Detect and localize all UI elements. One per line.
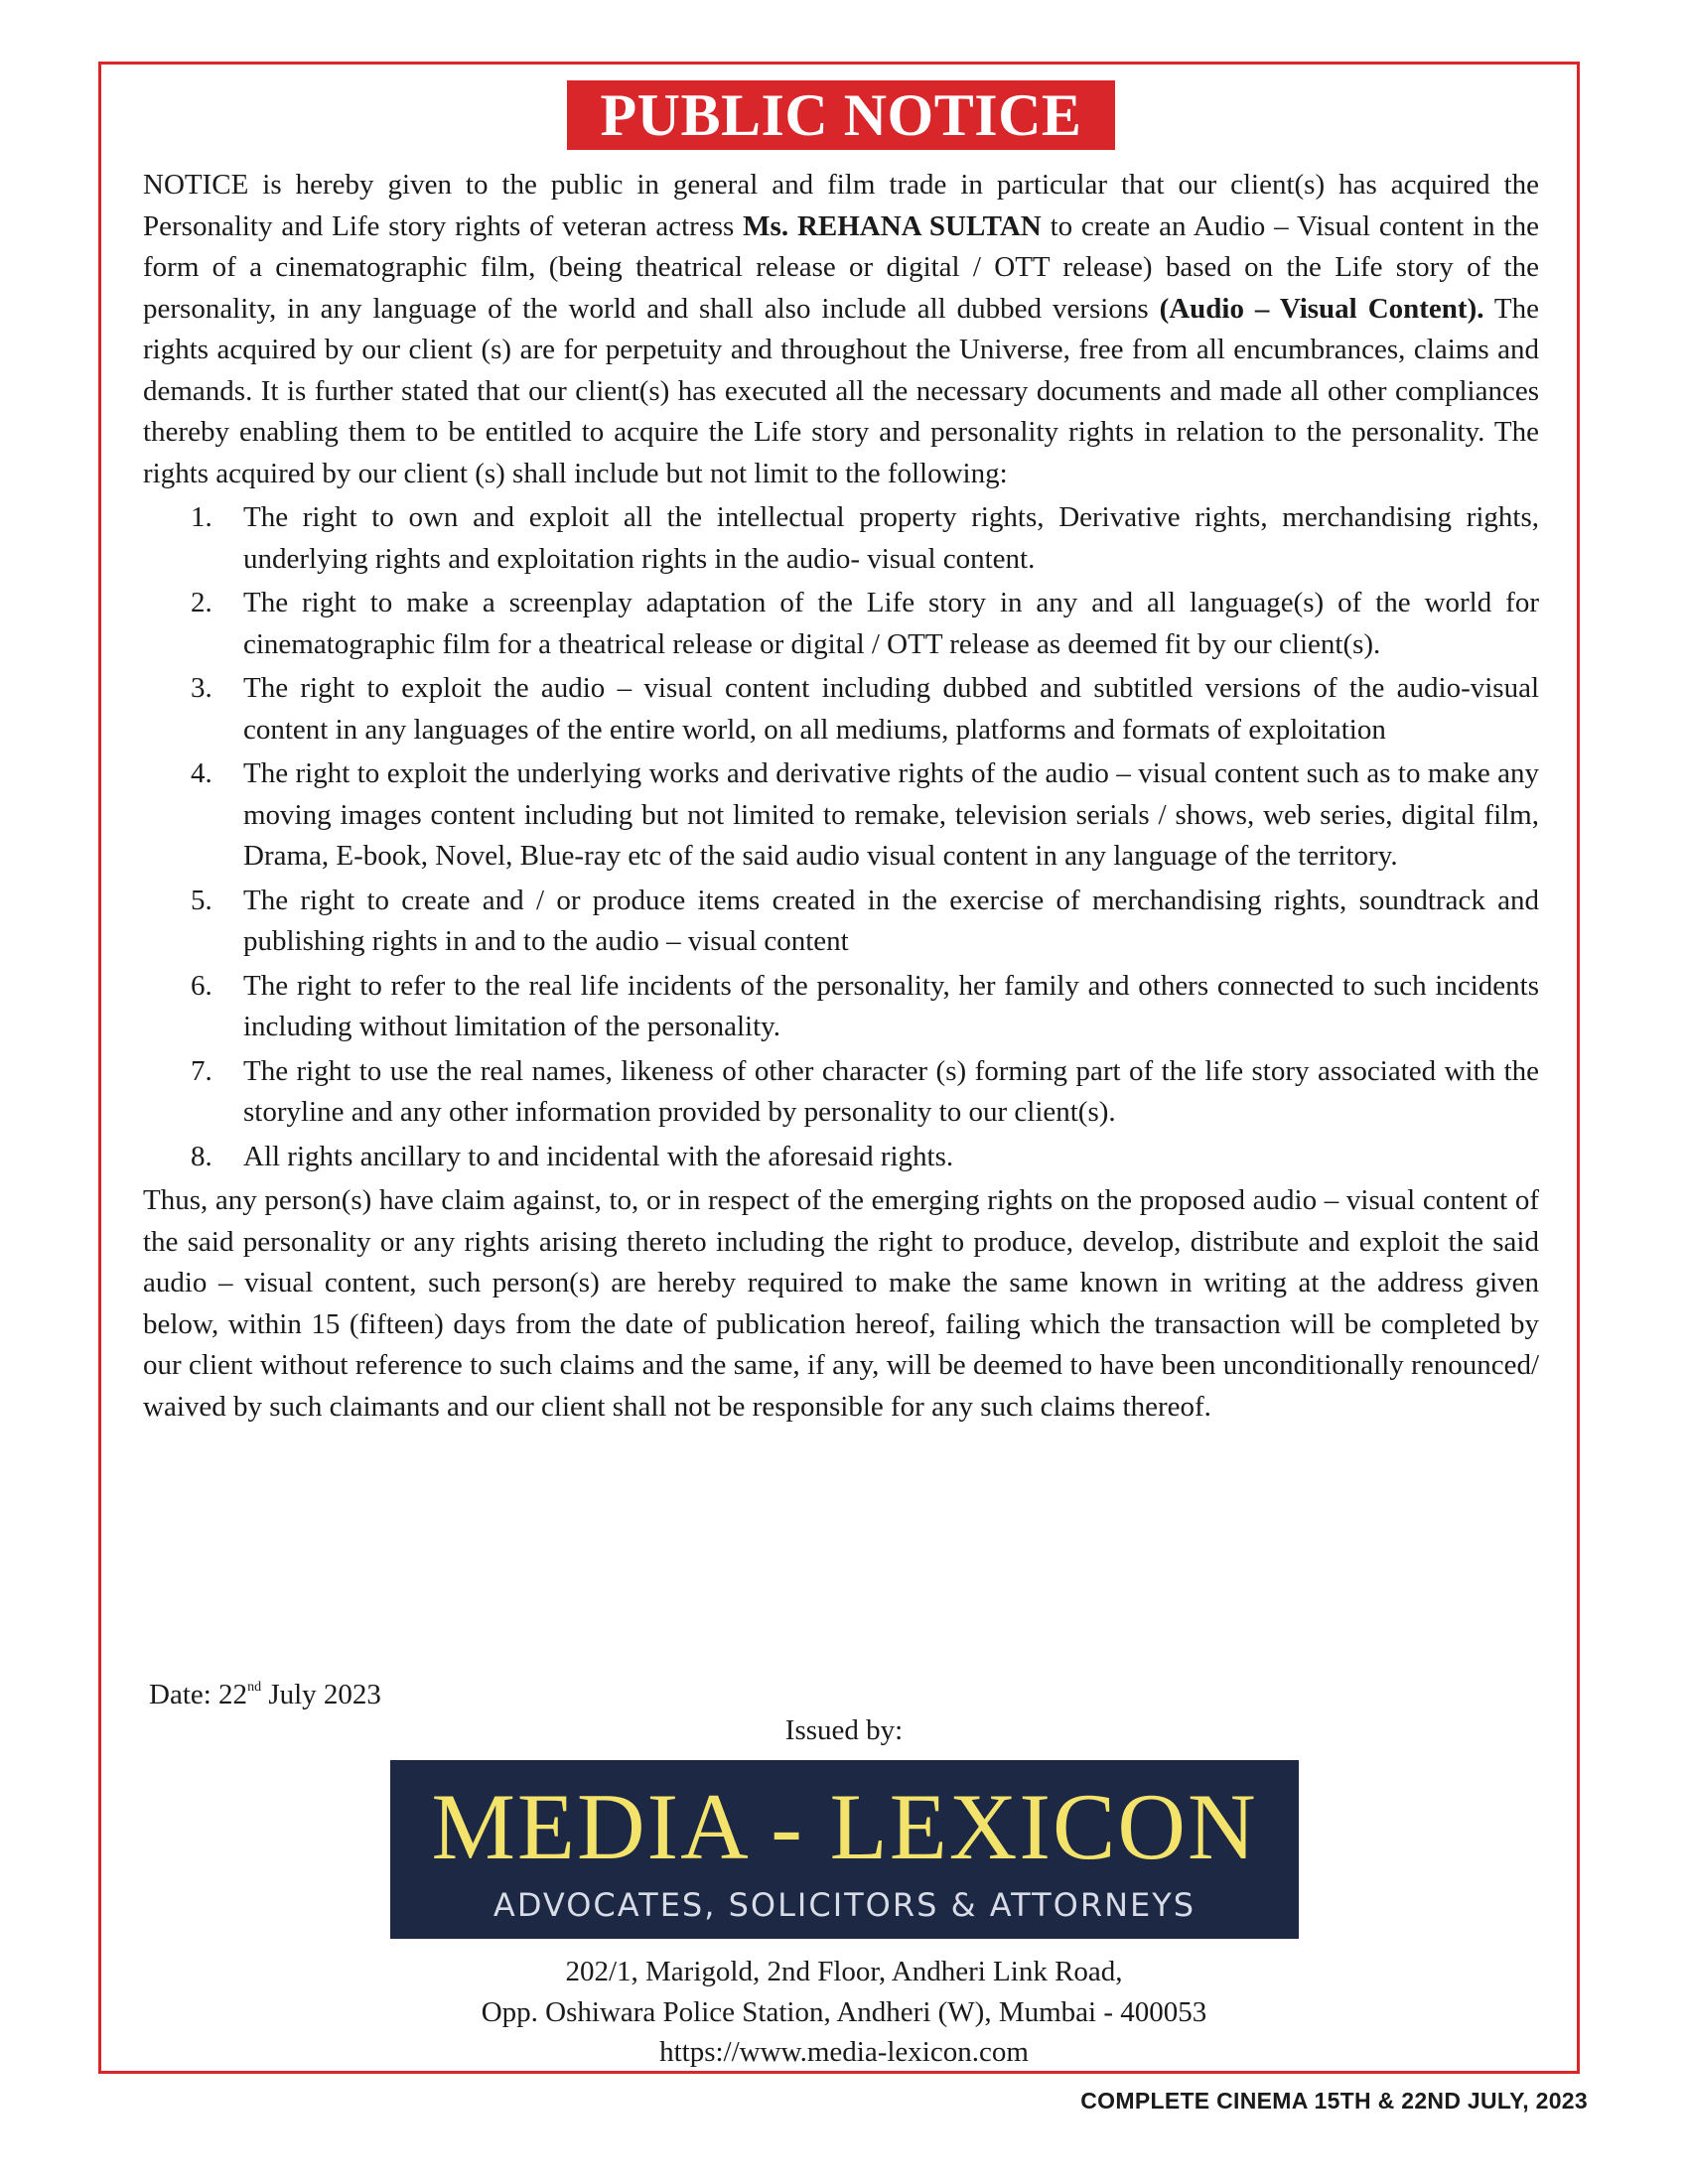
address-line-1: 202/1, Marigold, 2nd Floor, Andheri Link Road,: [565, 1956, 1123, 1987]
intro-paragraph: [143, 165, 1539, 494]
list-item-text: The right to own and exploit all the intellectual property rights, Derivative rights, merchandising rights, underlying rights and exploitation rights in the audio- visual content.: [243, 501, 1539, 575]
list-item: [143, 966, 1539, 1048]
intro-text-3: The rights acquired by our client (s) are for perpetuity and throughout the Universe, free from all encumbrances, claims and demands. It is further stated that our client(s) has executed all the necessary documents and made all other compliances thereby enabling them to be entitled to acquire the Life story and personality rights in relation to the personality. The rights acquired by our client (s) shall include but not limit to the following:: [143, 292, 1539, 489]
publication-footer: COMPLETE CINEMA 15TH & 22ND JULY, 2023: [1080, 2088, 1588, 2114]
firm-logo: [390, 1760, 1299, 1939]
list-item-text: The right to make a screenplay adaptation of the Life story in any and all language(s) of the world for cinematographic film for a theatrical release or digital / OTT release as deemed fit by our client(s).: [243, 587, 1539, 660]
list-item-number: 4.: [191, 757, 212, 789]
list-item-number: 8.: [191, 1140, 212, 1172]
list-item: [143, 1051, 1539, 1134]
list-item: [143, 753, 1539, 878]
list-item: [143, 583, 1539, 665]
address-line-2: Opp. Oshiwara Police Station, Andheri (W), Mumbai - 400053: [481, 1995, 1207, 2028]
list-item: [143, 668, 1539, 751]
list-item-number: 6.: [191, 969, 212, 1002]
list-item: [143, 1137, 1539, 1178]
firm-address: [0, 1952, 1688, 2073]
intro-text-1: NOTICE is hereby given to the public in general and film trade in particular that our client(s) has acquired the Personality and Life story rights of veteran actress: [143, 169, 1539, 242]
date-ordinal-suffix: nd: [247, 1680, 262, 1695]
rights-list: [143, 497, 1539, 1177]
list-item-number: 5.: [191, 884, 212, 916]
date-label: Date: 22: [149, 1679, 248, 1710]
list-item-number: 1.: [191, 501, 212, 533]
list-item-text: The right to exploit the underlying works and derivative rights of the audio – visual content such as to make any moving images content including but not limited to remake, television serials / shows, web series, digital film, Drama, E-book, Novel, Blue-ray etc of the said audio visual content in any language of the territory.: [243, 757, 1539, 872]
list-item: [143, 497, 1539, 580]
list-item: [143, 881, 1539, 963]
intro-text-2: to create an Audio – Visual content in the form of a cinematographic film, (being theatrical release or digital / OTT release) based on the Life story of the personality, in any language of the world and shall also include all dubbed versions: [143, 209, 1539, 325]
list-item-number: 2.: [191, 587, 212, 618]
actress-name: Ms. REHANA SULTAN: [743, 209, 1042, 242]
list-item-text: The right to use the real names, likeness of other character (s) forming part of the life story associated with the storyline and any other information provided by personality to our client(s).: [243, 1054, 1539, 1128]
list-item-text: The right to refer to the real life incidents of the personality, her family and others connected to such incidents including without limitation of the personality.: [243, 969, 1539, 1042]
list-item-number: 3.: [191, 672, 212, 704]
notice-title: PUBLIC NOTICE: [567, 80, 1115, 150]
defined-term: (Audio – Visual Content).: [1159, 292, 1484, 325]
list-item-text: The right to exploit the audio – visual content including dubbed and subtitled versions of the audio-visual content in any languages of the entire world, on all mediums, platforms and formats of exploitation: [243, 672, 1539, 746]
list-item-text: The right to create and / or produce items created in the exercise of merchandising rights, soundtrack and publishing rights in and to the audio – visual content: [243, 884, 1539, 957]
list-item-number: 7.: [191, 1054, 212, 1087]
notice-body: [143, 165, 1539, 1428]
firm-website: https://www.media-lexicon.com: [659, 2036, 1029, 2068]
list-item-text: All rights ancillary to and incidental with the aforesaid rights.: [243, 1140, 954, 1172]
firm-logo-name: MEDIA - LEXICON: [431, 1774, 1258, 1879]
closing-paragraph: Thus, any person(s) have claim against, to, or in respect of the emerging rights on the proposed audio – visual content of the said personality or any rights arising thereto including the right to produce, develop, distribute and exploit the said audio – visual content, such person(s) are hereby required to make the same known in writing at the address given below, within 15 (fifteen) days from the date of publication hereof, failing which the transaction will be completed by our client without reference to such claims and the same, if any, will be deemed to have been unconditionally renounced/ waived by such claimants and our client shall not be responsible for any such claims thereof.: [143, 1184, 1539, 1423]
notice-date: [149, 1668, 381, 1714]
date-rest: July 2023: [261, 1679, 381, 1710]
issued-by-label: Issued by:: [784, 1714, 904, 1746]
firm-logo-tagline: ADVOCATES, SOLICITORS & ATTORNEYS: [492, 1886, 1196, 1924]
